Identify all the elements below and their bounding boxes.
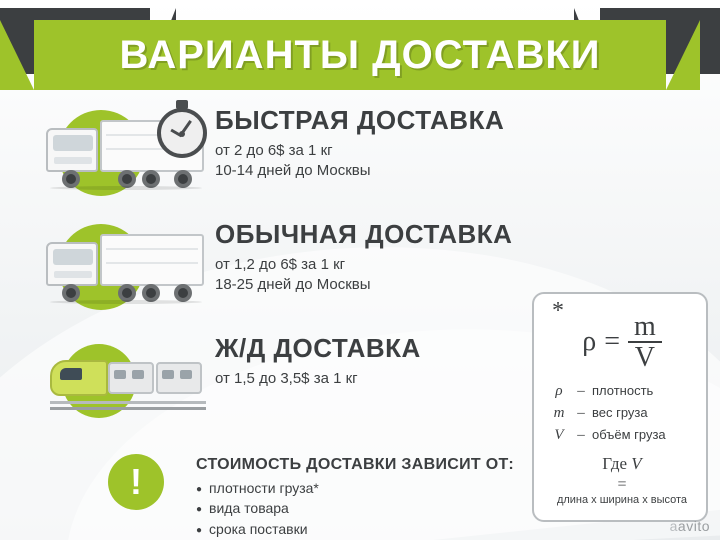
- legend-symbol: m: [553, 405, 565, 421]
- formula-denominator: V: [628, 341, 662, 372]
- legend-symbol: V: [554, 427, 564, 443]
- watermark-text: avito: [677, 518, 710, 534]
- stopwatch-icon: [155, 100, 213, 158]
- legend-text: вес груза: [592, 405, 648, 420]
- train-icon: [50, 354, 206, 412]
- cost-factors-section: [0, 448, 720, 540]
- train-car: [156, 362, 202, 394]
- truck-wheel: [174, 284, 192, 302]
- list-item: ● вида товара: [196, 498, 319, 518]
- legend-text: объём груза: [592, 427, 666, 442]
- truck-shadow: [50, 186, 202, 190]
- legend-row: [548, 427, 698, 444]
- train-car: [108, 362, 154, 394]
- rail-line: [50, 401, 206, 404]
- formula-where-equals: =: [617, 476, 627, 493]
- list-item: ● плотности груза*: [196, 478, 319, 498]
- train-window: [180, 370, 192, 379]
- truck-cab: [46, 242, 98, 286]
- option-duration: 10-14 дней до Москвы: [215, 161, 371, 179]
- truck-wheel: [62, 170, 80, 188]
- footnote-asterisk: *: [552, 298, 564, 324]
- legend-text: плотность: [592, 383, 654, 398]
- legend-dash: –: [577, 405, 585, 421]
- option-duration: 18-25 дней до Москвы: [215, 275, 371, 293]
- truck-window: [53, 135, 93, 151]
- legend-row: [548, 383, 698, 400]
- trailer-stripe: [106, 248, 198, 250]
- formula-equals: =: [604, 326, 620, 358]
- cost-factors-title: СТОИМОСТЬ ДОСТАВКИ ЗАВИСИТ ОТ:: [196, 456, 514, 473]
- rail-line: [50, 407, 206, 410]
- cost-factors-list: [196, 478, 319, 539]
- option-price: от 1,5 до 3,5$ за 1 кг: [215, 369, 358, 387]
- exclamation-icon: [108, 454, 164, 510]
- option-price: от 2 до 6$ за 1 кг: [215, 141, 333, 159]
- legend-dash: –: [577, 427, 585, 443]
- truck-grille: [54, 157, 92, 164]
- train-window: [60, 368, 82, 380]
- truck-window: [53, 249, 93, 265]
- list-item: ● срока поставки: [196, 519, 319, 539]
- watermark-prefix: a: [669, 518, 678, 534]
- option-title: БЫСТРАЯ ДОСТАВКА: [215, 105, 505, 135]
- formula-legend: [548, 378, 698, 449]
- truck-trailer: [100, 234, 204, 286]
- train-window: [162, 370, 174, 379]
- option-title: Ж/Д ДОСТАВКА: [215, 333, 421, 363]
- train-window: [114, 370, 126, 379]
- formula-numerator: m: [634, 311, 656, 342]
- exclamation-mark: !: [130, 461, 142, 502]
- formula-dimensions: длина х ширина х высота: [556, 494, 688, 506]
- truck-grille: [54, 271, 92, 278]
- formula-expression: [534, 312, 710, 373]
- legend-row: [548, 405, 698, 422]
- formula-rho: ρ: [582, 326, 597, 358]
- stopwatch-center: [179, 131, 185, 137]
- legend-symbol: ρ: [555, 383, 563, 399]
- regular-vehicle-illustration: [40, 218, 210, 313]
- regular-delivery-texts: [215, 220, 685, 293]
- fast-delivery-texts: [215, 106, 685, 179]
- legend-dash: –: [577, 383, 585, 399]
- truck-cab: [46, 128, 98, 172]
- train-window: [132, 370, 144, 379]
- truck-shadow: [50, 300, 202, 304]
- where-label: Где: [602, 454, 628, 473]
- where-symbol: V: [631, 454, 642, 473]
- avito-watermark: [670, 518, 710, 534]
- rail-vehicle-illustration: [40, 332, 210, 427]
- option-price: от 1,2 до 6$ за 1 кг: [215, 255, 346, 273]
- formula-fraction: [628, 312, 662, 373]
- trailer-stripe: [106, 262, 198, 264]
- page-title: ВАРИАНТЫ ДОСТАВКИ: [119, 32, 601, 77]
- fast-vehicle-illustration: [40, 104, 210, 199]
- train-locomotive: [50, 360, 108, 396]
- truck-icon: [46, 234, 206, 304]
- option-title: ОБЫЧНАЯ ДОСТАВКА: [215, 219, 513, 249]
- truck-wheel: [62, 284, 80, 302]
- truck-wheel: [174, 170, 192, 188]
